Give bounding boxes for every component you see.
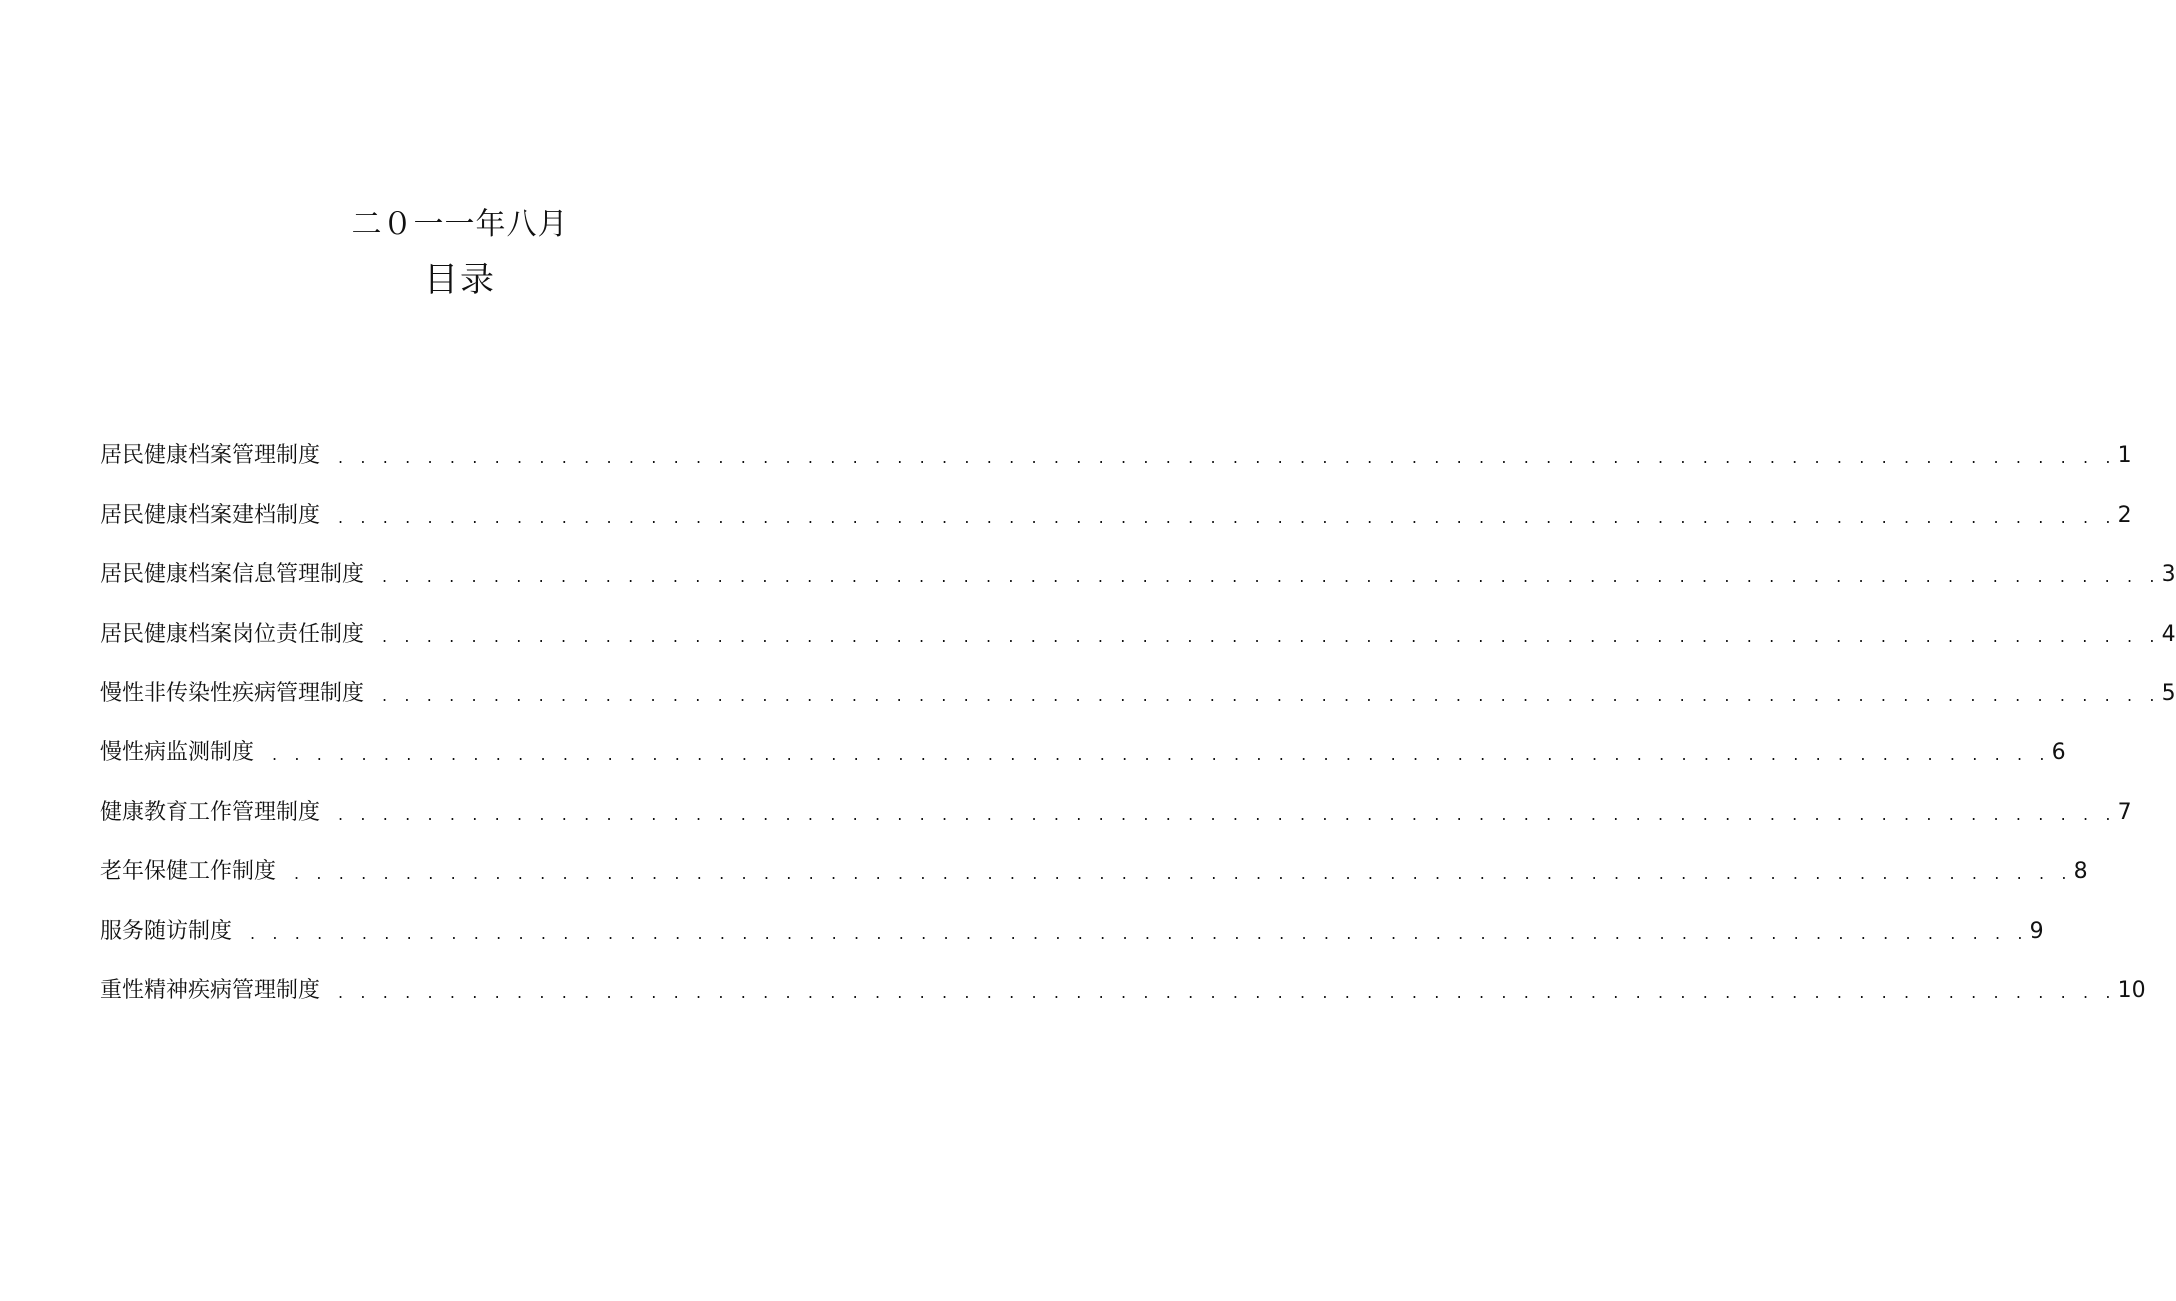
toc-entry-label: 居民健康档案岗位责任制度 [100,621,365,647]
toc-entry-page: 5 [2161,680,2176,706]
toc-dot-leader: . . . . . . . . . . . . . . . . . . . . . . . . . . . . . . . . . . . . . . . . . . . . . . . . . . . . . . . . . . . . . . . . . . . . . . . . . . . . . . . . [382,685,2161,705]
toc-entry-label: 慢性病监测制度 [100,740,255,766]
toc-entry[interactable] [100,892,2044,951]
toc-dot-leader: . . . . . . . . . . . . . . . . . . . . . . . . . . . . . . . . . . . . . . . . . . . . . . . . . . . . . . . . . . . . . . . . . . . . . . . . . . . . . . . . [338,507,2117,527]
toc-entry[interactable] [100,417,2132,476]
table-of-contents [100,417,2176,1011]
toc-entry-label: 健康教育工作管理制度 [100,799,321,825]
toc-entry-page: 2 [2117,502,2132,528]
toc-entry-page: 8 [2073,859,2088,885]
toc-entry-label: 老年保健工作制度 [100,859,277,885]
toc-dot-leader: . . . . . . . . . . . . . . . . . . . . . . . . . . . . . . . . . . . . . . . . . . . . . . . . . . . . . . . . . . . . . . . . . . . . . . . . . . . . . . . . [272,745,2051,765]
toc-entry-page: 3 [2161,562,2176,588]
toc-entry-page: 1 [2117,443,2132,469]
toc-entry[interactable] [100,595,2176,654]
toc-entry-page: 10 [2117,977,2146,1003]
toc-dot-leader: . . . . . . . . . . . . . . . . . . . . . . . . . . . . . . . . . . . . . . . . . . . . . . . . . . . . . . . . . . . . . . . . . . . . . . . . . . . . . . . . [338,448,2117,468]
toc-dot-leader: . . . . . . . . . . . . . . . . . . . . . . . . . . . . . . . . . . . . . . . . . . . . . . . . . . . . . . . . . . . . . . . . . . . . . . . . . . . . . . . . [382,567,2161,587]
toc-entry-label: 居民健康档案建档制度 [100,502,321,528]
toc-entry[interactable] [100,952,2146,1011]
document-date: 二０一一年八月 [351,207,569,242]
toc-entry-label: 服务随访制度 [100,918,233,944]
toc-entry-page: 4 [2161,621,2176,647]
toc-entry-page: 7 [2117,799,2132,825]
toc-entry-page: 6 [2051,740,2066,766]
toc-entry[interactable] [100,655,2176,714]
toc-entry-page: 9 [2029,918,2044,944]
toc-entry-label: 居民健康档案信息管理制度 [100,562,365,588]
toc-entry-label: 慢性非传染性疾病管理制度 [100,680,365,706]
toc-entry[interactable] [100,833,2088,892]
toc-entry[interactable] [100,714,2066,773]
toc-dot-leader: . . . . . . . . . . . . . . . . . . . . . . . . . . . . . . . . . . . . . . . . . . . . . . . . . . . . . . . . . . . . . . . . . . . . . . . . . . . . . . . . [338,804,2117,824]
toc-dot-leader: . . . . . . . . . . . . . . . . . . . . . . . . . . . . . . . . . . . . . . . . . . . . . . . . . . . . . . . . . . . . . . . . . . . . . . . . . . . . . . . . [382,626,2161,646]
toc-entry-label: 居民健康档案管理制度 [100,443,321,469]
toc-entry[interactable] [100,476,2132,535]
toc-entry-label: 重性精神疾病管理制度 [100,977,321,1003]
toc-entry[interactable] [100,773,2132,832]
toc-dot-leader: . . . . . . . . . . . . . . . . . . . . . . . . . . . . . . . . . . . . . . . . . . . . . . . . . . . . . . . . . . . . . . . . . . . . . . . . . . . . . . . . [250,923,2029,943]
toc-title: 目录 [424,260,496,300]
toc-dot-leader: . . . . . . . . . . . . . . . . . . . . . . . . . . . . . . . . . . . . . . . . . . . . . . . . . . . . . . . . . . . . . . . . . . . . . . . . . . . . . . . . [338,982,2117,1002]
toc-dot-leader: . . . . . . . . . . . . . . . . . . . . . . . . . . . . . . . . . . . . . . . . . . . . . . . . . . . . . . . . . . . . . . . . . . . . . . . . . . . . . . . . [294,864,2073,884]
toc-entry[interactable] [100,536,2176,595]
